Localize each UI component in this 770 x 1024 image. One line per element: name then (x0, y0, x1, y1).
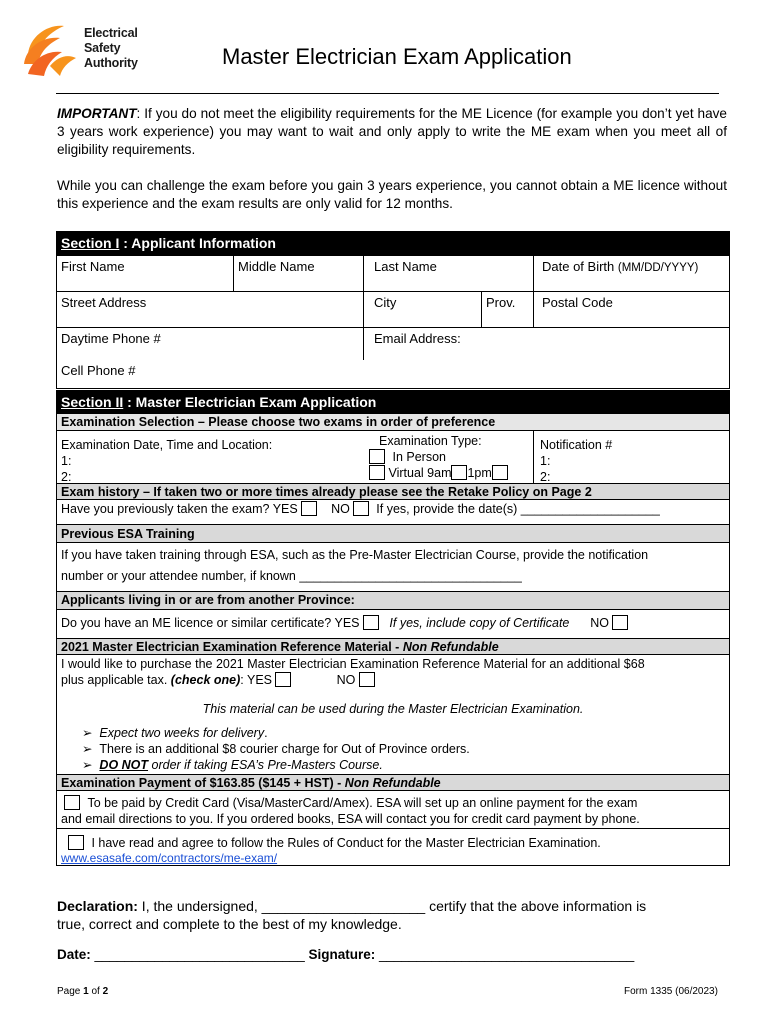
signature-line[interactable]: __________________________________ (375, 947, 635, 962)
page-title: Master Electrician Exam Application (222, 44, 572, 69)
province-yes-checkbox[interactable] (363, 615, 379, 630)
rules-agreement: I have read and agree to follow the Rules of Conduct for the Master Electrician Examination. www.esasafe.com/contractors/me-exam/ (57, 828, 729, 866)
important-notice: IMPORTANT: If you do not meet the eligibility requirements for the ME Licence (for example you don’t yet have 3 years work experience) you may want to wait and only apply to write the ME exam when you meet all of eligibility requirements. (57, 106, 727, 157)
reference-note: This material can be used during the Master Electrician Examination. (202, 702, 584, 716)
dob-field[interactable]: Date of Birth (MM/DD/YYYY) (533, 256, 729, 291)
section-2-heading: Section II : Master Electrician Exam Application (57, 391, 729, 414)
other-province-row: Do you have an ME licence or similar certificate? YES If yes, include copy of Certificate NO (57, 610, 729, 638)
esa-training-heading: Previous ESA Training (57, 524, 729, 543)
cell-phone-field[interactable]: Cell Phone # (61, 363, 136, 378)
province-field[interactable]: Prov. (481, 292, 533, 327)
esa-logo (20, 18, 150, 90)
reference-material-text: I would like to purchase the 2021 Master Electrician Examination Reference Material for an additional $68 plus applicable tax. (check one): YES NO (61, 657, 645, 687)
logo-wordmark: Electrical Safety Authority (84, 26, 138, 70)
title-divider (56, 93, 719, 94)
city-field[interactable]: City (363, 292, 481, 327)
email-field[interactable]: Email Address: (363, 328, 729, 360)
history-no-checkbox[interactable] (353, 501, 369, 516)
virtual-9am-checkbox[interactable] (369, 465, 385, 480)
section-1-heading: Section I : Applicant Information (57, 232, 729, 255)
notification-number[interactable]: Notification # 1: 2: (533, 431, 729, 483)
postal-code-field[interactable]: Postal Code (533, 292, 729, 327)
agree-checkbox[interactable] (68, 835, 84, 850)
reference-material-heading: 2021 Master Electrician Examination Reference Material - Non Refundable (57, 638, 729, 655)
challenge-notice: While you can challenge the exam before you gain 3 years experience, you cannot obtain a ME licence without this experience and the exam results are only valid for 12 months. (57, 178, 727, 211)
exam-history-row: Have you previously taken the exam? YES NO If yes, provide the date(s) ____________________ (61, 502, 660, 516)
ref-yes-checkbox[interactable] (275, 672, 291, 687)
exam-history-heading: Exam history – If taken two or more times already please see the Retake Policy on Page 2 (57, 483, 729, 500)
page-number: Page 1 of 2 (57, 986, 109, 997)
esa-logo-icon (20, 18, 80, 82)
province-no-checkbox[interactable] (612, 615, 628, 630)
last-name-field[interactable]: Last Name (363, 256, 533, 291)
esa-training-text[interactable]: If you have taken training through ESA, such as the Pre-Master Electrician Course, provide the notification number or your attendee number, if known ________________________________ (61, 548, 649, 583)
daytime-phone-field[interactable]: Daytime Phone # (61, 331, 161, 346)
exam-type: Examination Type: In Person Virtual 9am 1pm (365, 431, 533, 483)
me-exam-link[interactable]: www.esasafe.com/contractors/me-exam/ (61, 851, 278, 865)
history-yes-checkbox[interactable] (301, 501, 317, 516)
street-address-field[interactable]: Street Address (61, 295, 147, 310)
bullet-delivery: ➢ Expect two weeks for delivery. (82, 726, 268, 740)
1pm-extra-checkbox[interactable] (492, 465, 508, 480)
first-name-field[interactable]: First Name (61, 259, 125, 274)
bullet-courier: ➢ There is an additional $8 courier charge for Out of Province orders. (82, 742, 470, 756)
1pm-checkbox[interactable] (451, 465, 467, 480)
date-signature-row: Date: ____________________________ Signature: __________________________________ (57, 947, 635, 962)
bullet-do-not: ➢ DO NOT order if taking ESA’s Pre-Masters Course. (82, 758, 383, 772)
in-person-checkbox[interactable] (369, 449, 385, 464)
section-2-exam-application (56, 390, 730, 866)
form-number: Form 1335 (06/2023) (624, 986, 718, 997)
payment-heading: Examination Payment of $163.85 ($145 + HST) - Non Refundable (57, 774, 729, 791)
exam-date-location[interactable]: Examination Date, Time and Location: 1: 2: (61, 438, 273, 484)
section-1-applicant-info (56, 231, 730, 389)
exam-selection-heading: Examination Selection – Please choose two exams in order of preference (57, 414, 729, 431)
payment-text: To be paid by Credit Card (Visa/MasterCard/Amex). ESA will set up an online payment for the exam and email directions to you. If you ordered books, ESA will contact you for credit card payment by phone. (61, 796, 640, 826)
declaration: Declaration: I, the undersigned, _____________________ certify that the above information is true, correct and complete to the best of my knowledge. (57, 898, 647, 932)
middle-name-field[interactable]: Middle Name (233, 256, 363, 291)
ref-no-checkbox[interactable] (359, 672, 375, 687)
credit-card-checkbox[interactable] (64, 795, 80, 810)
date-line[interactable]: ____________________________ (90, 947, 309, 962)
reference-bullets (57, 723, 729, 774)
other-province-heading: Applicants living in or are from another Province: (57, 591, 729, 610)
